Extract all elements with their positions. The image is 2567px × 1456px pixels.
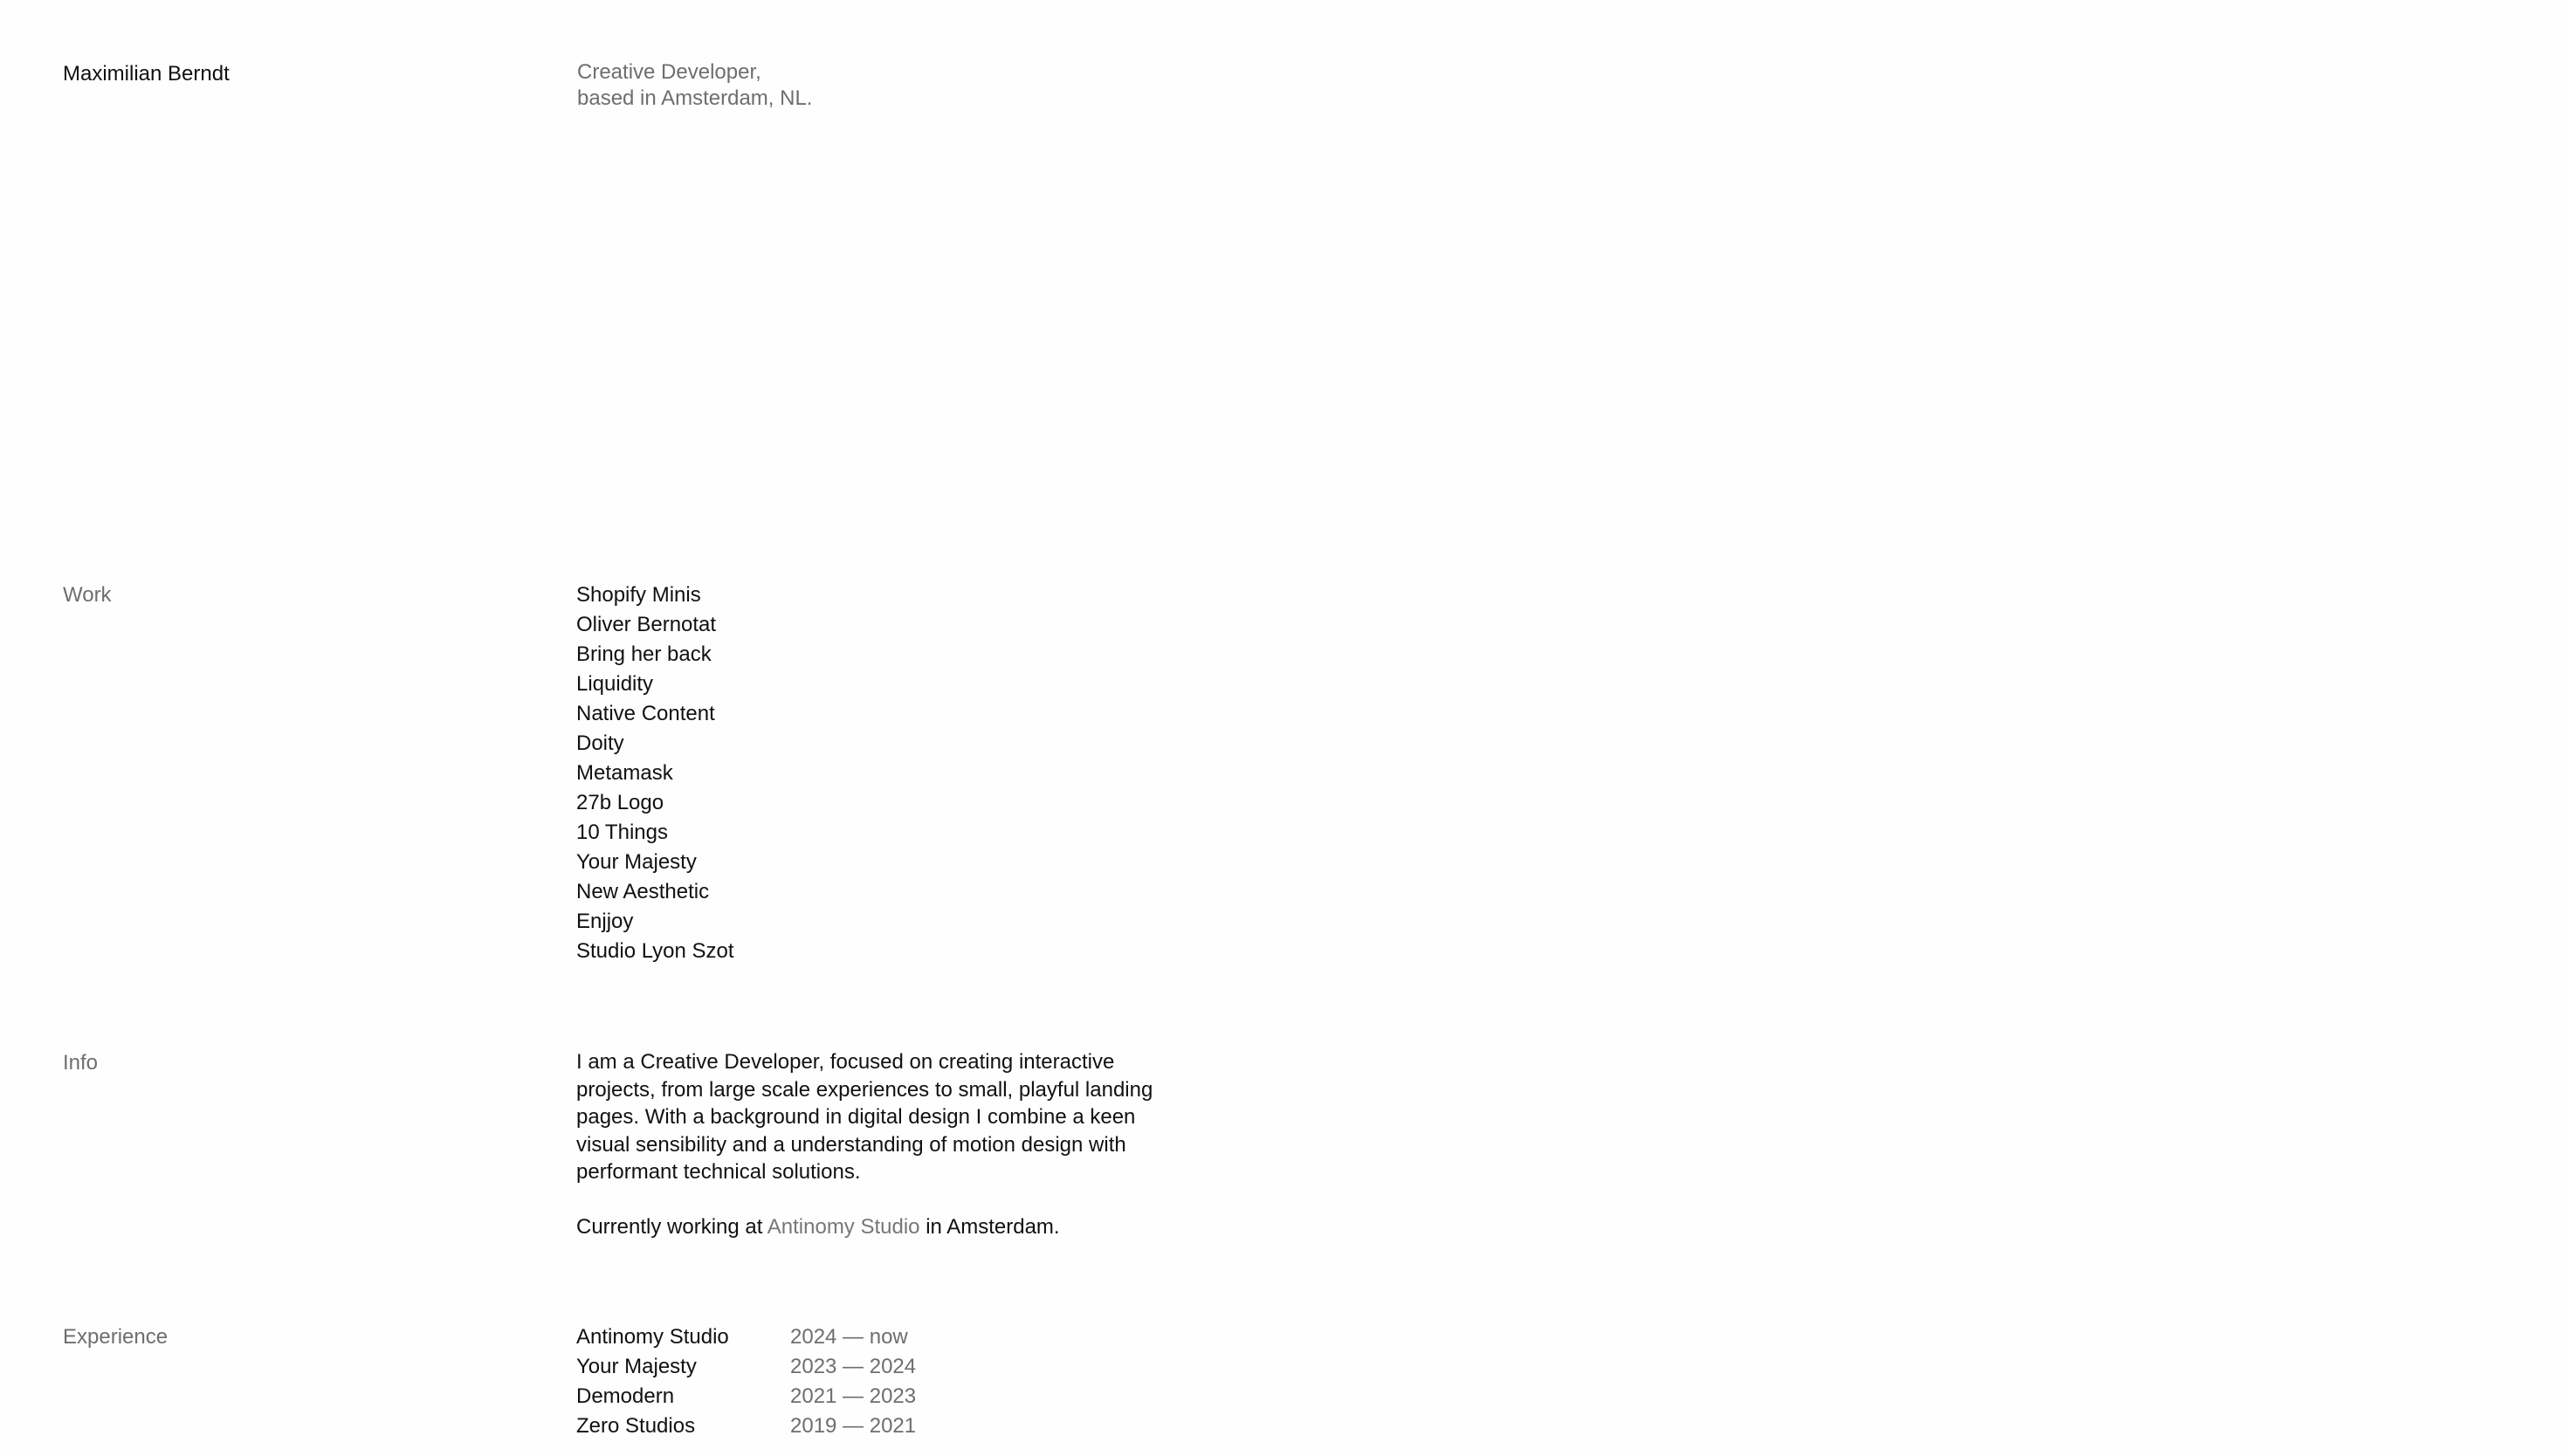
experience-company: Your Majesty	[576, 1355, 697, 1378]
work-item[interactable]: Studio Lyon Szot	[576, 939, 734, 963]
experience-section-label: Experience	[63, 1325, 169, 1349]
experience-years: 2023 — 2024	[790, 1355, 917, 1378]
work-item[interactable]: Liquidity	[576, 672, 654, 696]
experience-row	[576, 1352, 916, 1382]
work-item[interactable]: Metamask	[576, 761, 673, 785]
work-item[interactable]: New Aesthetic	[576, 880, 710, 903]
tagline-line-1: Creative Developer,	[577, 60, 761, 84]
experience-row	[576, 1382, 916, 1411]
work-item[interactable]: Doity	[576, 731, 624, 755]
experience-company: Demodern	[576, 1384, 675, 1408]
experience-years: 2024 — now	[790, 1325, 908, 1349]
tagline-line-2: based in Amsterdam, NL.	[577, 86, 813, 110]
work-item[interactable]: Enjjoy	[576, 910, 634, 933]
site-name[interactable]: Maximilian Berndt	[63, 62, 230, 86]
work-section-label: Work	[63, 583, 112, 607]
experience-years: 2021 — 2023	[790, 1384, 917, 1408]
tagline	[577, 59, 812, 112]
work-item[interactable]: Native Content	[576, 702, 715, 725]
work-item[interactable]: Your Majesty	[576, 850, 697, 874]
work-list	[576, 580, 734, 966]
info-current-line	[576, 1213, 1187, 1241]
info-current-prefix: Currently working at	[576, 1215, 767, 1239]
work-item[interactable]: 27b Logo	[576, 791, 664, 814]
info-section-label: Info	[63, 1051, 99, 1075]
info-current-suffix: in Amsterdam.	[919, 1215, 1060, 1239]
experience-row	[576, 1322, 916, 1352]
work-item[interactable]: Oliver Bernotat	[576, 613, 717, 636]
antinomy-studio-link[interactable]: Antinomy Studio	[767, 1215, 920, 1239]
work-item[interactable]: 10 Things	[576, 821, 668, 844]
experience-company: Zero Studios	[576, 1414, 696, 1438]
experience-row	[576, 1411, 916, 1441]
work-item[interactable]: Shopify Minis	[576, 583, 701, 607]
info-paragraph: I am a Creative Developer, focused on creating interactive projects, from large scale experiences to small, playful landing pages. With a background in digital design I combine a keen visual sensibility and a understanding of motion design with performant technical solutions.	[576, 1050, 1153, 1184]
experience-years: 2019 — 2021	[790, 1414, 917, 1438]
info-text	[576, 1048, 1187, 1241]
work-item[interactable]: Bring her back	[576, 642, 712, 666]
experience-company: Antinomy Studio	[576, 1325, 729, 1349]
experience-table	[576, 1322, 916, 1441]
